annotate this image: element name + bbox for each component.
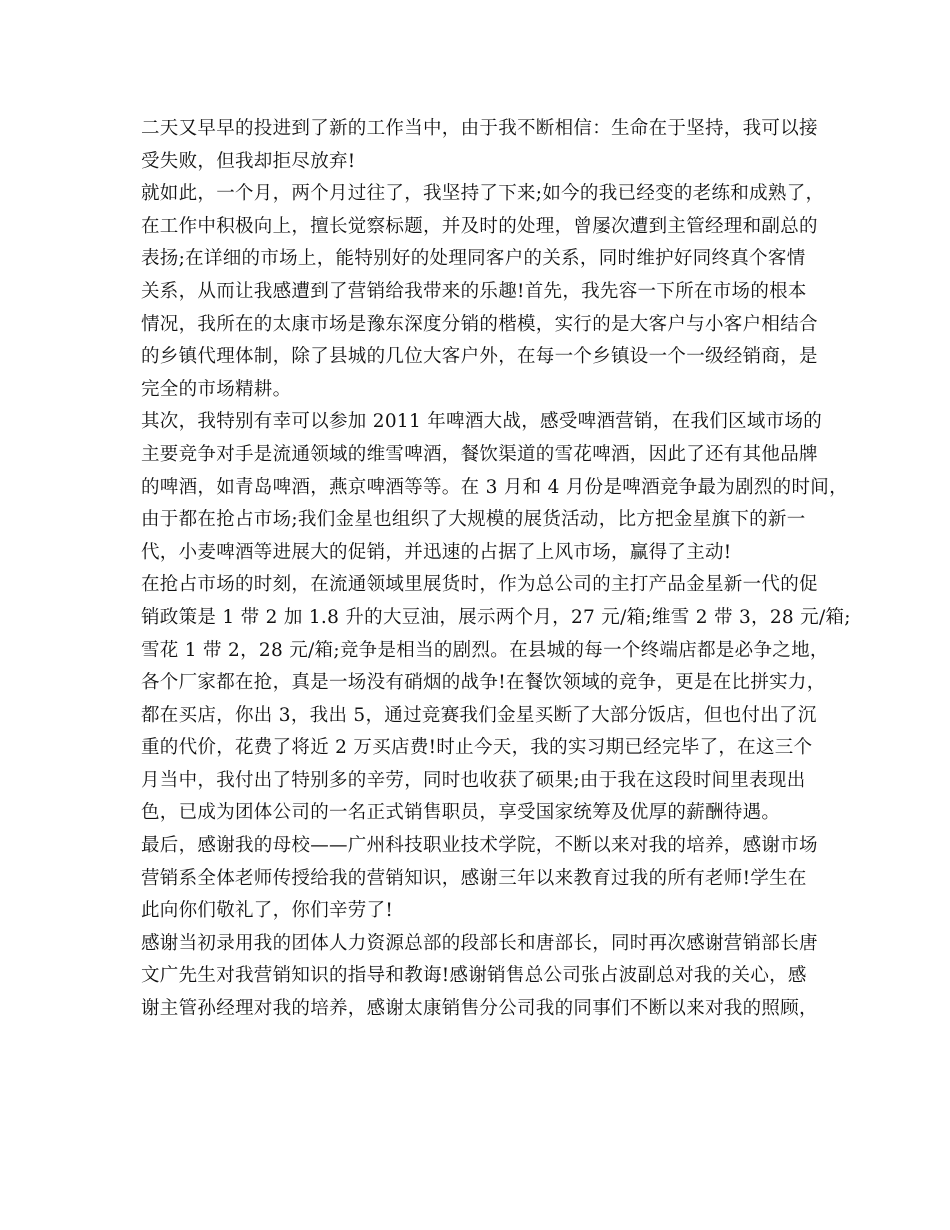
- text-line: 关系，从而让我感遭到了营销给我带来的乐趣!首先，我先容一下所在市场的根本: [141, 280, 807, 302]
- text-line: 代，小麦啤酒等进展大的促销，并迅速的占据了上风市场，赢得了主动!: [141, 541, 732, 563]
- text-line: 营销系全体老师传授给我的营销知识，感谢三年以来教育过我的所有老师!学生在: [141, 867, 807, 889]
- text-line: 由于都在抢占市场;我们金星也组织了大规模的展货活动，比方把金星旗下的新一: [141, 509, 806, 531]
- text-line: 的啤酒，如青岛啤酒，燕京啤酒等等。在 3 月和 4 月份是啤酒竞争最为剧烈的时间，: [141, 476, 848, 498]
- text-line: 月当中，我付出了特别多的辛劳，同时也收获了硕果;由于我在这段时间里表现出: [141, 769, 806, 791]
- text-line: 销政策是 1 带 2 加 1.8 升的大豆油，展示两个月，27 元/箱;维雪 2 带 3，28 元/箱;: [141, 606, 851, 628]
- text-line: 文广先生对我营销知识的指导和教诲!感谢销售总公司张占波副总对我的关心，感: [141, 965, 807, 987]
- text-line: 谢主管孙经理对我的培养，感谢太康销售分公司我的同事们不断以来对我的照顾，: [141, 998, 818, 1020]
- text-line: 色，已成为团体公司的一名正式销售职员，享受国家统筹及优厚的薪酬待遇。: [141, 802, 781, 824]
- text-line: 感谢当初录用我的团体人力资源总部的段部长和唐部长，同时再次感谢营销部长唐: [141, 932, 818, 954]
- text-line: 在抢占市场的时刻，在流通领域里展货时，作为总公司的主打产品金星新一代的促: [141, 574, 818, 596]
- text-line: 各个厂家都在抢，真是一场没有硝烟的战争!在餐饮领域的竞争，更是在比拼实力，: [141, 672, 826, 694]
- text-line: 此向你们敬礼了，你们辛劳了!: [141, 900, 394, 922]
- text-line: 在工作中积极向上，擅长觉察标题，并及时的处理，曾屡次遭到主管经理和副总的: [141, 215, 818, 237]
- text-line: 重的代价，花费了将近 2 万买店费!时止今天，我的实习期已经完毕了，在这三个: [141, 737, 813, 759]
- text-line: 的乡镇代理体制，除了县城的几位大客户外，在每一个乡镇设一个一级经销商，是: [141, 346, 818, 368]
- text-line: 主要竞争对手是流通领域的维雪啤酒，餐饮渠道的雪花啤酒，因此了还有其他品牌: [141, 443, 818, 465]
- text-line: 最后，感谢我的母校——广州科技职业技术学院，不断以来对我的培养，感谢市场: [141, 835, 818, 857]
- text-line: 表扬;在详细的市场上，能特别好的处理同客户的关系，同时维护好同终真个客情: [141, 248, 806, 270]
- text-line: 完全的市场精耕。: [141, 378, 292, 400]
- text-line: 雪花 1 带 2，28 元/箱;竞争是相当的剧烈。在县城的每一个终端店都是必争之地，: [141, 639, 829, 661]
- text-line: 其次，我特别有幸可以参加 2011 年啤酒大战，感受啤酒营销，在我们区域市场的: [141, 411, 823, 433]
- text-line: 就如此，一个月，两个月过往了，我坚持了下来;如今的我已经变的老练和成熟了，: [141, 183, 825, 205]
- text-line: 受失败，但我却拒尽放弃!: [141, 150, 356, 172]
- text-line: 情况，我所在的太康市场是豫东深度分销的楷模，实行的是大客户与小客户相结合: [141, 313, 818, 335]
- document-body: [141, 113, 851, 1026]
- text-line: 都在买店，你出 3，我出 5，通过竞赛我们金星买断了大部分饭店，但也付出了沉: [141, 704, 817, 726]
- text-line: 二天又早早的投进到了新的工作当中，由于我不断相信：生命在于坚持，我可以接: [141, 118, 818, 139]
